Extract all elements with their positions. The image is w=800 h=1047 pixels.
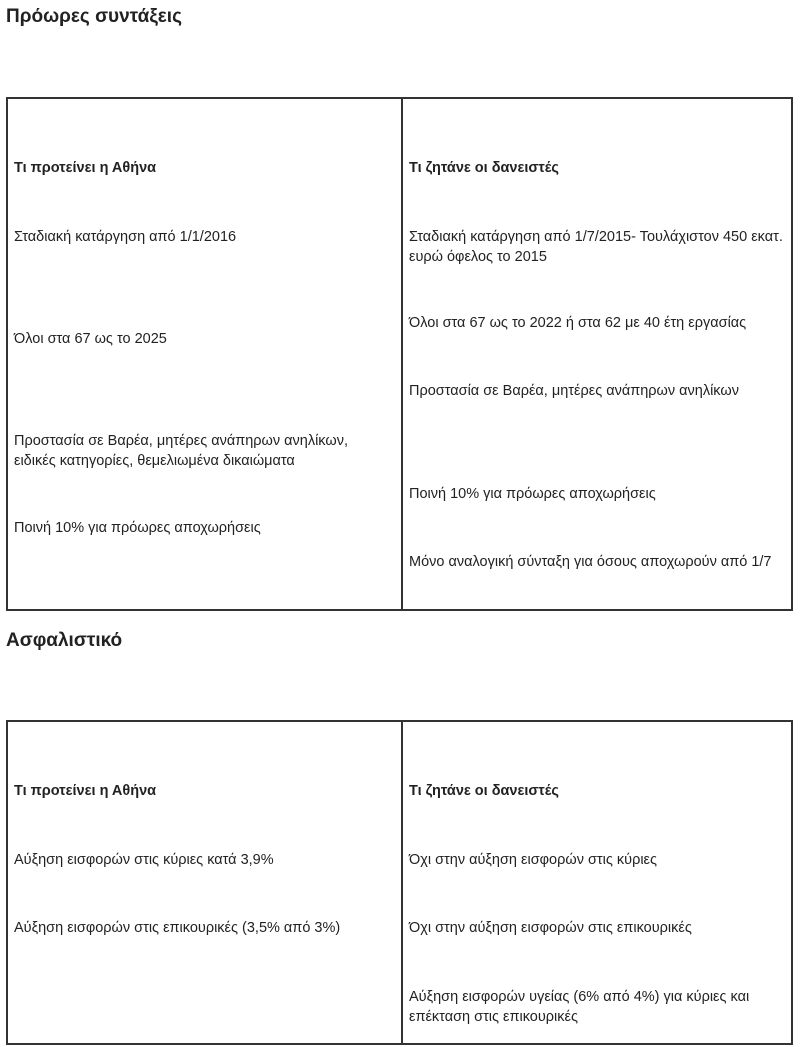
column-header-athens: Τι προτείνει η Αθήνα	[14, 783, 157, 799]
table-cell: Αύξηση εισφορών στις επικουρικές (3,5% από 3%)	[14, 920, 341, 936]
column-creditors-demands	[403, 722, 791, 1043]
section-title-early-pensions: Πρόωρες συντάξεις	[6, 6, 182, 27]
insurance-table	[6, 720, 793, 1045]
column-header-creditors: Τι ζητάνε οι δανειστές	[409, 783, 559, 799]
table-cell: Προστασία σε Βαρέα, μητέρες ανάπηρων ανηλίκων, ειδικές κατηγορίες, θεμελιωμένα δικαιώματα	[14, 433, 348, 469]
column-creditors-demands	[403, 99, 791, 609]
table-cell: Μόνο αναλογική σύνταξη για όσους αποχωρούν από 1/7	[409, 554, 772, 570]
table-cell: Όλοι στα 67 ως το 2022 ή στα 62 με 40 έτη εργασίας	[409, 315, 747, 331]
table-cell: Προστασία σε Βαρέα, μητέρες ανάπηρων ανηλίκων	[409, 383, 739, 399]
column-athens-proposal	[8, 722, 401, 1043]
table-cell: Ποινή 10% για πρόωρες αποχωρήσεις	[14, 520, 261, 536]
early-pensions-table	[6, 97, 793, 611]
section-title-insurance: Ασφαλιστικό	[6, 630, 123, 651]
column-athens-proposal	[8, 99, 401, 609]
table-cell: Αύξηση εισφορών υγείας (6% από 4%) για κύριες και επέκταση στις επικουρικές	[409, 989, 750, 1025]
column-header-athens: Τι προτείνει η Αθήνα	[14, 160, 157, 176]
table-cell: Όχι στην αύξηση εισφορών στις επικουρικές	[409, 920, 692, 936]
table-cell: Αύξηση εισφορών στις κύριες κατά 3,9%	[14, 852, 274, 868]
column-header-creditors: Τι ζητάνε οι δανειστές	[409, 160, 559, 176]
table-cell: Όχι στην αύξηση εισφορών στις κύριες	[409, 852, 657, 868]
table-cell: Σταδιακή κατάργηση από 1/1/2016	[14, 229, 237, 245]
table-cell: Όλοι στα 67 ως το 2025	[14, 331, 167, 347]
table-cell: Ποινή 10% για πρόωρες αποχωρήσεις	[409, 486, 656, 502]
table-cell: Σταδιακή κατάργηση από 1/7/2015- Τουλάχιστον 450 εκατ. ευρώ όφελος το 2015	[409, 229, 783, 265]
